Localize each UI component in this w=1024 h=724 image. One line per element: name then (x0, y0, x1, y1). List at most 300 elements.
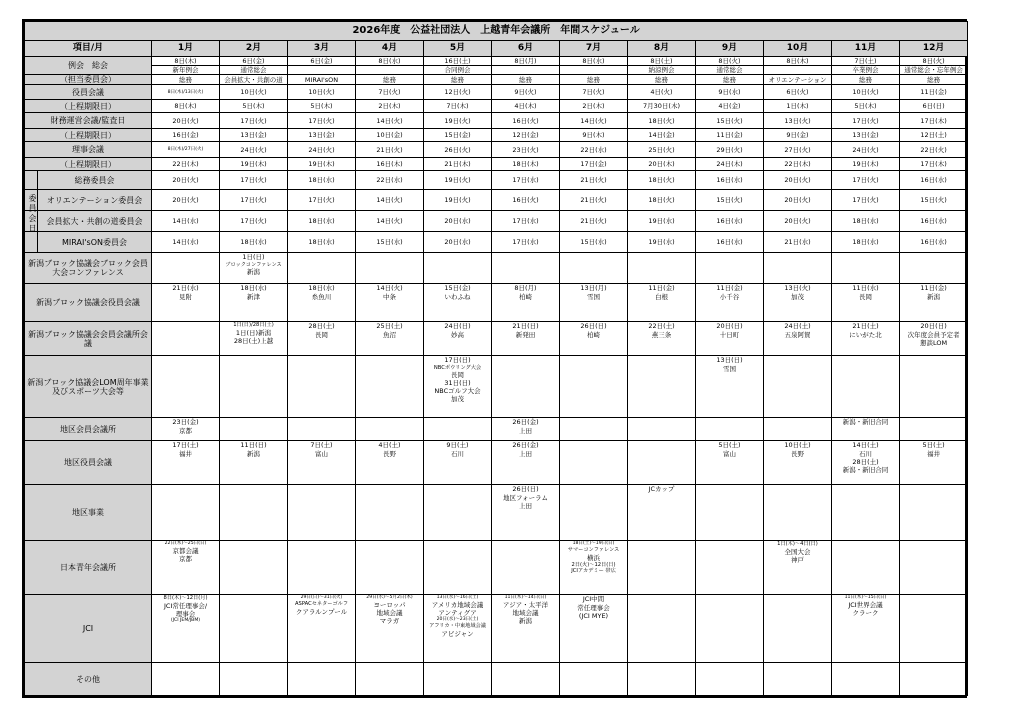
month-header: 8月 (628, 41, 696, 57)
schedule-row-reikai_name (25, 66, 968, 75)
schedule-cell: 17日(木) (900, 158, 968, 171)
row-label: 地区会員会議所 (25, 418, 152, 441)
schedule-cell: 14日(水) (152, 211, 220, 232)
row-label: （上程期限日） (25, 129, 152, 142)
schedule-cell: 会員拡大・共創の道 (220, 75, 288, 85)
schedule-cell (152, 441, 220, 485)
cell-line: 妙高 (451, 330, 464, 339)
schedule-row-reikai_tanto (25, 75, 968, 85)
cell-line: 26日(日) (512, 485, 539, 494)
schedule-cell: 14日(火) (560, 113, 628, 129)
cell-line: 20日(日) (716, 322, 743, 331)
cell-line: 理事会 (175, 610, 196, 619)
cell-line: 17日(日) (444, 356, 471, 365)
schedule-table (24, 21, 968, 696)
schedule-cell (696, 595, 764, 663)
cell-line: 柏崎 (519, 292, 532, 301)
schedule-row-jci (25, 595, 968, 663)
cell-line: 雪国 (587, 292, 600, 301)
schedule-cell (560, 485, 628, 541)
schedule-cell (696, 663, 764, 696)
schedule-cell (492, 253, 560, 284)
schedule-cell: 20日(火) (764, 211, 832, 232)
cell-line: 長野 (791, 449, 804, 458)
schedule-cell (356, 418, 424, 441)
schedule-cell (424, 441, 492, 485)
schedule-cell (152, 253, 220, 284)
schedule-cell (628, 541, 696, 595)
schedule-cell (832, 485, 900, 541)
schedule-cell (356, 541, 424, 595)
schedule-cell (832, 441, 900, 485)
schedule-cell (764, 253, 832, 284)
schedule-cell: 20日(水) (424, 232, 492, 253)
cell-line: 13日(火) (784, 284, 811, 293)
schedule-row-niigata_block_yakuin (25, 284, 968, 322)
row-label: 新潟ブロック協議会ブロック会員大会コンファレンス (25, 253, 152, 284)
cell-line: サマーコンファレンス (567, 547, 620, 554)
cell-line: 25日(土) (376, 322, 403, 331)
schedule-cell: 17日(水) (492, 232, 560, 253)
schedule-cell (628, 663, 696, 696)
schedule-row-chiku_yakuin (25, 441, 968, 485)
cell-line: 石川 (451, 449, 464, 458)
cell-line: クアラルンプール (295, 607, 348, 616)
row-label: 例会 総会 (25, 57, 152, 75)
schedule-cell: 20日(火) (764, 171, 832, 190)
cell-line: 8日(月) (514, 284, 537, 293)
schedule-cell (152, 418, 220, 441)
schedule-cell: 7日(火) (356, 85, 424, 100)
schedule-cell (220, 595, 288, 663)
month-header: 3月 (288, 41, 356, 57)
cell-line: 地域会議 (512, 609, 539, 618)
row-label: 地区事業 (25, 485, 152, 541)
schedule-cell (288, 322, 356, 356)
schedule-cell: 9日(木) (560, 129, 628, 142)
schedule-cell: 8日(木) (152, 57, 220, 66)
schedule-cell (900, 663, 968, 696)
cell-line: ブロックコンファレンス (225, 261, 282, 268)
row-label: 新潟ブロック協議会会員会議所会議 (25, 322, 152, 356)
schedule-cell: 総務 (492, 75, 560, 85)
cell-line: 加茂 (791, 292, 804, 301)
schedule-cell: 11日(金) (900, 85, 968, 100)
schedule-cell: 1日(木) (764, 100, 832, 113)
row-label: 地区役員会議 (25, 441, 152, 485)
schedule-cell: 8日(火) (900, 57, 968, 66)
schedule-cell: 17日(火) (220, 113, 288, 129)
schedule-cell: 22日(火) (900, 142, 968, 158)
schedule-cell (832, 253, 900, 284)
schedule-cell (424, 541, 492, 595)
schedule-cell: 15日(水) (560, 232, 628, 253)
schedule-cell: 8日(水) (560, 57, 628, 66)
cell-line: 11日(金) (716, 284, 743, 293)
cell-line: 11日(金) (920, 284, 947, 293)
schedule-row-yakuin_teishutsu (25, 100, 968, 113)
schedule-cell: 卒業例会 (832, 66, 900, 75)
schedule-cell (424, 418, 492, 441)
schedule-cell: 18日(水) (288, 211, 356, 232)
cell-line: 1日(日)新潟 (235, 328, 272, 337)
row-label: （上程期限日） (25, 158, 152, 171)
schedule-cell (900, 253, 968, 284)
row-label: JCI (25, 595, 152, 663)
cell-line: 上田 (519, 449, 532, 458)
schedule-cell: 24日(木) (696, 158, 764, 171)
schedule-cell: 15日(水) (356, 232, 424, 253)
cell-line: 富山 (723, 449, 736, 458)
cell-line: 横浜 (587, 553, 600, 562)
month-header: 1月 (152, 41, 220, 57)
schedule-cell: 通常総会 (220, 66, 288, 75)
schedule-cell (764, 322, 832, 356)
cell-line: 28日(土)上越 (233, 337, 274, 346)
schedule-cell: 17日(火) (832, 113, 900, 129)
schedule-cell: 17日(木) (900, 113, 968, 129)
schedule-cell: 10日(火) (288, 85, 356, 100)
schedule-cell (832, 541, 900, 595)
schedule-cell (152, 322, 220, 356)
cell-line: 神戸 (791, 556, 804, 565)
month-header: 9月 (696, 41, 764, 57)
cell-line: 2日(火)～12日(日) (571, 561, 616, 568)
schedule-row-niigata_block_conf (25, 253, 968, 284)
cell-line: 21日(日) (512, 322, 539, 331)
cell-line: 26日(金) (512, 418, 539, 427)
schedule-cell: 21日(木) (424, 158, 492, 171)
cell-line: 1日(木)～4日(日) (777, 541, 818, 548)
schedule-cell: 20日(火) (152, 171, 220, 190)
schedule-cell: 総務 (560, 75, 628, 85)
schedule-row-chiku_kaiin (25, 418, 968, 441)
schedule-cell (628, 322, 696, 356)
schedule-cell (628, 284, 696, 322)
schedule-cell: 10日(火) (832, 85, 900, 100)
schedule-cell (764, 663, 832, 696)
schedule-cell: 5日(木) (832, 100, 900, 113)
month-header: 2月 (220, 41, 288, 57)
cell-line: ASPACセネターゴルフ (294, 601, 349, 608)
schedule-cell: 18日(火) (628, 113, 696, 129)
schedule-cell (152, 541, 220, 595)
cell-line: 小千谷 (719, 292, 740, 301)
schedule-cell: 総務 (628, 75, 696, 85)
schedule-cell: 19日(水) (628, 211, 696, 232)
header-corner: 項目/月 (25, 41, 152, 57)
schedule-cell: JCカップ (628, 485, 696, 541)
cell-line: JCI中間 (582, 595, 605, 604)
cell-line: 燕三条 (651, 330, 672, 339)
cell-line: 20日(水)～23日(土) (436, 617, 479, 623)
cell-line: 京都 (179, 426, 192, 435)
cell-line: アメリカ地域会議 (431, 601, 484, 610)
schedule-cell: 8日(木) (152, 100, 220, 113)
schedule-cell: 20日(火) (152, 190, 220, 211)
schedule-cell: 24日(火) (288, 142, 356, 158)
schedule-cell: 12日(火) (424, 85, 492, 100)
cell-line: 11日(水) (852, 284, 879, 293)
schedule-cell: 6日(火) (764, 85, 832, 100)
cell-line: 地区フォーラム (502, 493, 549, 502)
schedule-row-reikai_date (25, 57, 968, 66)
cell-line: 13日(日) (716, 356, 743, 365)
committee-label-wrapper (25, 190, 152, 211)
schedule-cell: 21日(火) (356, 142, 424, 158)
committee-side-strip (25, 232, 38, 252)
cell-line: 13日(水)～16日(土) (436, 595, 479, 601)
cell-line: 1日(日) (242, 253, 265, 262)
schedule-cell: 19日(火) (424, 171, 492, 190)
schedule-cell (764, 284, 832, 322)
committee-label-wrapper (25, 171, 152, 190)
schedule-cell (152, 356, 220, 418)
row-label: 日本青年会議所 (25, 541, 152, 595)
schedule-cell (220, 663, 288, 696)
schedule-cell (628, 441, 696, 485)
schedule-cell (560, 356, 628, 418)
schedule-cell: 8日(木)/13日(火) (152, 85, 220, 100)
schedule-cell (492, 541, 560, 595)
schedule-cell: 21日(火) (560, 211, 628, 232)
schedule-cell: 12日(金) (492, 129, 560, 142)
cell-line: 長岡 (859, 292, 872, 301)
cell-line: アフリカ・中東地域会議 (429, 623, 486, 630)
cell-line: 11日(木)～14日(日) (504, 595, 547, 601)
schedule-cell: 17日(水) (492, 211, 560, 232)
schedule-cell: 21日(火) (560, 171, 628, 190)
schedule-cell (288, 485, 356, 541)
cell-line: 福井 (179, 449, 192, 458)
schedule-cell (356, 485, 424, 541)
cell-line: 8日(木)～12日(月) (163, 595, 208, 602)
month-header: 11月 (832, 41, 900, 57)
committee-side-strip (25, 171, 38, 189)
cell-line: 23日(金) (172, 418, 199, 427)
schedule-row-yakuin (25, 85, 968, 100)
cell-line: 新津 (247, 292, 260, 301)
schedule-cell: 8日(水) (356, 57, 424, 66)
month-header: 5月 (424, 41, 492, 57)
schedule-cell (764, 595, 832, 663)
cell-line: アジア・太平洋 (502, 601, 549, 610)
cell-line: 雪国 (723, 364, 736, 373)
schedule-cell (900, 284, 968, 322)
schedule-row-orientation_iinkai (25, 190, 968, 211)
schedule-cell: 20日(水) (424, 211, 492, 232)
schedule-cell: 18日(水) (832, 232, 900, 253)
schedule-cell (220, 356, 288, 418)
cell-line: 地域会議 (376, 609, 403, 618)
schedule-cell: 14日(水) (152, 232, 220, 253)
schedule-cell: 11日(金) (696, 129, 764, 142)
row-label: 役員会議 (25, 85, 152, 100)
schedule-cell: 14日(金) (628, 129, 696, 142)
cell-line: 加茂 (451, 395, 464, 404)
schedule-cell: 8日(火) (696, 57, 764, 66)
cell-line: (JCI JEM/JBM) (170, 618, 201, 624)
schedule-cell: 7日(火) (560, 85, 628, 100)
schedule-cell (492, 485, 560, 541)
schedule-cell (628, 595, 696, 663)
schedule-cell (356, 66, 424, 75)
schedule-cell: 8日(木) (764, 57, 832, 66)
schedule-cell (424, 663, 492, 696)
schedule-cell (900, 418, 968, 441)
cell-line: 五泉阿賀 (784, 330, 811, 339)
cell-line: 中条 (383, 292, 396, 301)
schedule-row-niigata_block_kaichou (25, 322, 968, 356)
cell-line: 18日(水) (240, 284, 267, 293)
cell-line: 上田 (519, 426, 532, 435)
schedule-cell (492, 418, 560, 441)
schedule-cell: 17日(火) (288, 190, 356, 211)
schedule-cell: MIRAI'sON (288, 75, 356, 85)
cell-line: 富山 (315, 449, 328, 458)
schedule-row-riji (25, 142, 968, 158)
schedule-cell: 20日(火) (152, 113, 220, 129)
cell-line: 21日(水) (172, 284, 199, 293)
schedule-cell: 2日(木) (356, 100, 424, 113)
schedule-cell: 25日(火) (628, 142, 696, 158)
schedule-cell: 21日(水) (764, 232, 832, 253)
schedule-cell: 8日(土) (628, 57, 696, 66)
schedule-cell (560, 66, 628, 75)
schedule-cell (492, 663, 560, 696)
schedule-cell: 16日(水) (900, 232, 968, 253)
schedule-cell: 4日(火) (628, 85, 696, 100)
schedule-cell (288, 66, 356, 75)
schedule-cell (424, 284, 492, 322)
schedule-cell: 15日(火) (900, 190, 968, 211)
committee-label-wrapper (25, 232, 152, 253)
schedule-cell (900, 485, 968, 541)
schedule-cell (288, 253, 356, 284)
cell-line: 28日(土) (852, 457, 879, 466)
schedule-cell (492, 595, 560, 663)
schedule-cell: 8日(木)/27日(火) (152, 142, 220, 158)
schedule-cell (764, 66, 832, 75)
schedule-cell: 19日(火) (424, 113, 492, 129)
schedule-cell (220, 284, 288, 322)
schedule-cell: 7月30日(木) (628, 100, 696, 113)
schedule-cell (356, 595, 424, 663)
cell-line: 1日(日)/28日(土) (233, 322, 274, 329)
cell-line: 柏崎 (587, 330, 600, 339)
schedule-cell (560, 541, 628, 595)
cell-line: 新発田 (515, 330, 536, 339)
schedule-cell: 19日(木) (832, 158, 900, 171)
cell-line: 長岡 (451, 371, 464, 380)
schedule-cell: 24日(火) (220, 142, 288, 158)
cell-line: 14日(火) (376, 284, 403, 293)
cell-line: 懇談LOM (920, 338, 948, 347)
cell-line: 京都会議 (172, 547, 199, 556)
cell-line: マラガ (379, 617, 400, 626)
schedule-cell: 総務 (424, 75, 492, 85)
row-label: その他 (25, 663, 152, 696)
schedule-cell (152, 663, 220, 696)
cell-line: 福井 (927, 449, 941, 458)
schedule-cell: 10日(火) (220, 85, 288, 100)
cell-line: 魚沼 (383, 330, 396, 339)
month-header: 10月 (764, 41, 832, 57)
schedule-cell: 22日(水) (356, 171, 424, 190)
schedule-cell (832, 356, 900, 418)
schedule-cell: 総務 (832, 75, 900, 85)
schedule-cell (696, 441, 764, 485)
committee-label-text: オリエンテーション委員会 (46, 195, 143, 205)
schedule-cell (288, 663, 356, 696)
cell-line: アンティグア (438, 609, 477, 618)
cell-line: 常任理事会 (577, 603, 610, 612)
schedule-row-soumu_iinkai (25, 171, 968, 190)
cell-line: 29日(水)～5月2日(木) (366, 595, 413, 601)
cell-line: 11日(日) (240, 441, 267, 450)
schedule-cell: 16日(土) (424, 57, 492, 66)
schedule-cell (560, 253, 628, 284)
schedule-cell (832, 284, 900, 322)
schedule-row-zaimu (25, 113, 968, 129)
schedule-cell (696, 356, 764, 418)
cell-line: 長野 (383, 449, 396, 458)
schedule-cell: 18日(火) (628, 190, 696, 211)
schedule-cell: 17日(火) (288, 113, 356, 129)
schedule-cell: 16日(火) (492, 190, 560, 211)
schedule-cell (900, 356, 968, 418)
schedule-cell: 24日(火) (832, 142, 900, 158)
schedule-cell (492, 441, 560, 485)
schedule-cell (696, 418, 764, 441)
schedule-cell: 15日(火) (696, 113, 764, 129)
schedule-cell (696, 284, 764, 322)
schedule-cell: 19日(水) (628, 232, 696, 253)
schedule-cell: 23日(火) (492, 142, 560, 158)
schedule-cell: 5日(木) (220, 100, 288, 113)
schedule-cell (288, 441, 356, 485)
schedule-cell (424, 322, 492, 356)
row-label: 新潟ブロック協議会LOM周年事業及びスポーツ大会等 (25, 356, 152, 418)
schedule-cell: 7日(土) (832, 57, 900, 66)
schedule-cell (492, 322, 560, 356)
schedule-cell: 6日(日) (900, 100, 968, 113)
schedule-cell (152, 485, 220, 541)
schedule-cell: 17日(火) (220, 190, 288, 211)
schedule-cell: 納涼例会 (628, 66, 696, 75)
schedule-cell: 15日(火) (696, 190, 764, 211)
schedule-cell: 4日(金) (696, 100, 764, 113)
schedule-cell: 総務 (696, 75, 764, 85)
cell-line: 新潟 (519, 617, 532, 626)
schedule-cell (832, 595, 900, 663)
cell-line: 24日(日) (444, 322, 471, 331)
cell-line: JCI世界会議 (848, 601, 883, 610)
schedule-cell (560, 663, 628, 696)
schedule-cell: 19日(木) (220, 158, 288, 171)
month-header: 6月 (492, 41, 560, 57)
schedule-cell (356, 663, 424, 696)
schedule-cell: 16日(水) (900, 211, 968, 232)
cell-line: 新潟 (247, 449, 260, 458)
schedule-cell: 総務 (152, 75, 220, 85)
schedule-cell (220, 322, 288, 356)
schedule-row-sonota (25, 663, 968, 696)
schedule-cell: 総務 (356, 75, 424, 85)
schedule-cell (560, 322, 628, 356)
row-label: 理事会議 (25, 142, 152, 158)
schedule-body (25, 57, 968, 696)
